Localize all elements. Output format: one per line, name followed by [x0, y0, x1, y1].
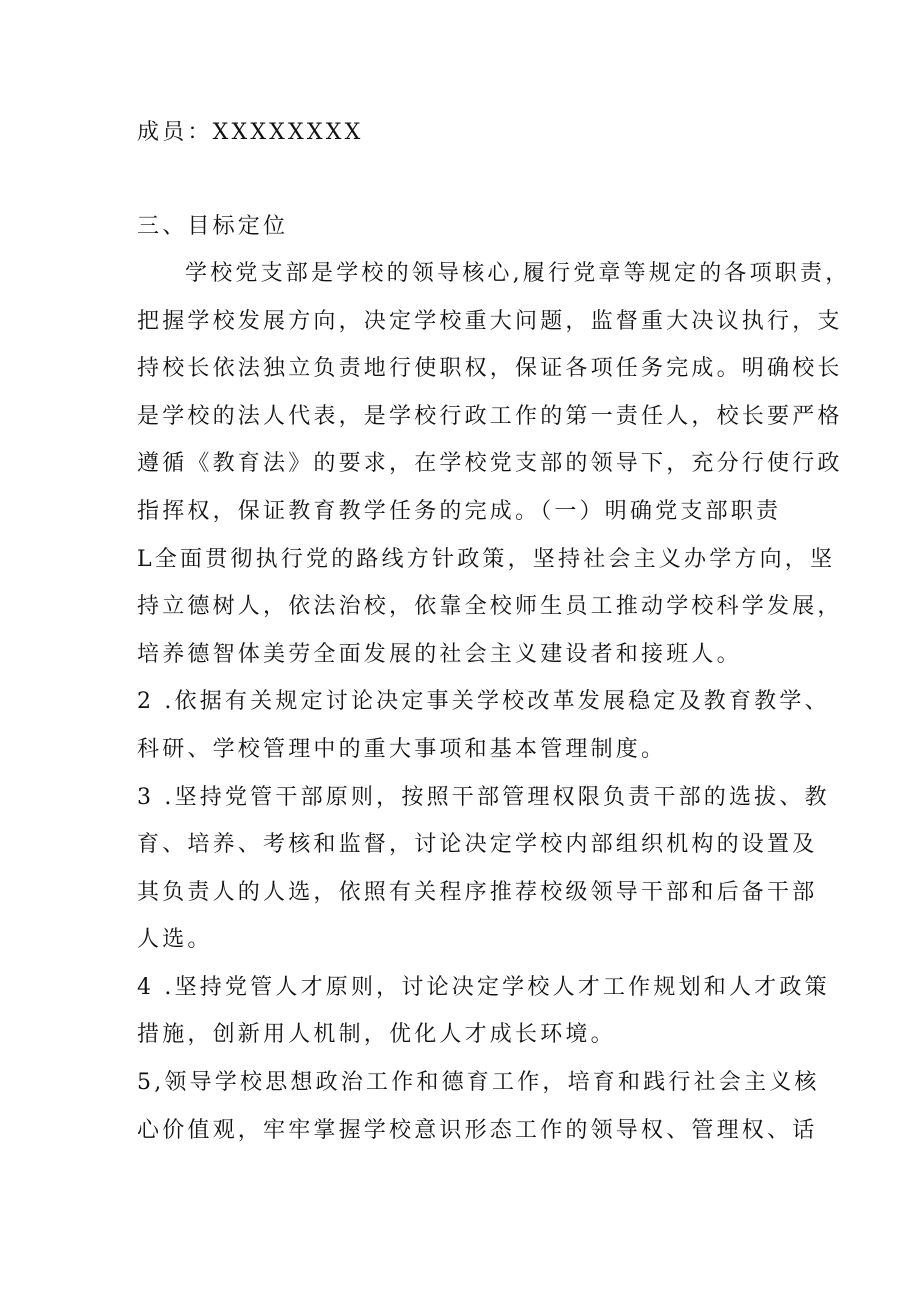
section-heading: 三、目标定位	[137, 214, 289, 239]
list-item-line: 人选。	[137, 927, 213, 952]
list-item-line: 培养德智体美劳全面发展的社会主义建设者和接班人。	[137, 642, 742, 667]
paragraph-line: 把握学校发展方向，决定学校重大问题，监督重大决议执行，支	[137, 309, 843, 334]
paragraph-line: 是学校的法人代表，是学校行政工作的第一责任人，校长要严格	[137, 404, 843, 429]
list-item-line: 3 .坚持党管干部原则，按照干部管理权限负责干部的选拔、教	[137, 785, 830, 810]
list-item-line: 其负责人的人选，依照有关程序推荐校级领导干部和后备干部	[137, 880, 818, 905]
list-item-line: 4 .坚持党管人才原则，讨论决定学校人才工作规划和人才政策	[137, 975, 830, 1000]
paragraph-line: 指挥权，保证教育教学任务的完成。（一）明确党支部职责	[137, 499, 782, 524]
paragraph-line: 学校党支部是学校的领导核心,履行党章等规定的各项职责，	[185, 261, 851, 286]
list-item-line: 心价值观，牢牢掌握学校意识形态工作的领导权、管理权、话	[137, 1118, 818, 1143]
list-item-line: 育、培养、考核和监督，讨论决定学校内部组织机构的设置及	[137, 832, 818, 857]
list-item-line: 持立德树人，依法治校，依靠全校师生员工推动学校科学发展，	[137, 594, 843, 619]
list-item-line: 2 .依据有关规定讨论决定事关学校改革发展稳定及教育教学、	[137, 689, 830, 714]
paragraph-line: 遵循《教育法》的要求，在学校党支部的领导下，充分行使行政	[137, 451, 843, 476]
list-item-line: 科研、学校管理中的重大事项和基本管理制度。	[137, 737, 667, 762]
list-item-line: 措施，创新用人机制，优化人才成长环境。	[137, 1022, 616, 1047]
list-item-line: 5,领导学校思想政治工作和德育工作，培育和践行社会主义核	[137, 1070, 820, 1095]
list-item-line: L全面贯彻执行党的路线方针政策，坚持社会主义办学方向，坚	[137, 547, 836, 572]
paragraph-line: 持校长依法独立负责地行使职权，保证各项任务完成。明确校长	[137, 356, 843, 381]
members-line: 成员：XXXXXXXX	[137, 120, 364, 145]
